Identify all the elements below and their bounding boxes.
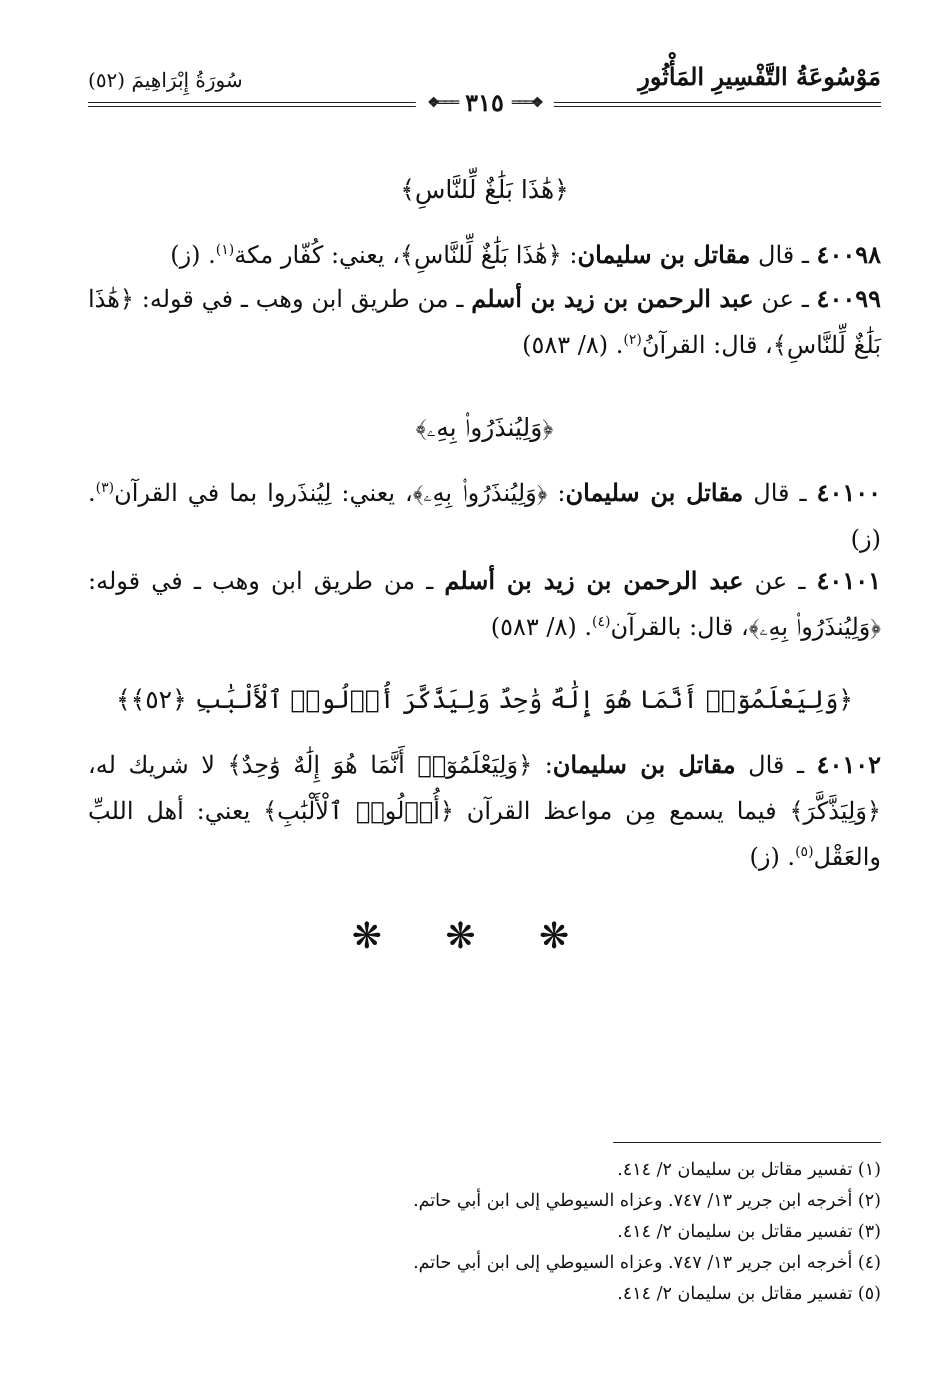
narrator-name: مقاتل بن سليمان bbox=[577, 240, 751, 269]
narrator-name: عبد الرحمن بن زيد بن أسلم bbox=[471, 284, 754, 313]
running-header bbox=[88, 62, 881, 132]
entry-number: ٤٠٠٩٨ bbox=[816, 240, 881, 269]
source-code: . (ز) bbox=[749, 843, 796, 871]
footnote-ref[interactable]: (٣) bbox=[95, 480, 115, 496]
footnote-ref[interactable]: (٥) bbox=[795, 844, 814, 860]
entry-number: ٤٠١٠١ bbox=[816, 566, 881, 595]
source-code: . (٨/ ٥٨٣) bbox=[522, 331, 624, 359]
footnote-ref[interactable]: (٤) bbox=[592, 614, 611, 630]
footnotes bbox=[88, 1155, 881, 1310]
entry-40101 bbox=[88, 558, 881, 650]
footnote-2: (٢) أخرجه ابن جرير ١٣/ ٧٤٧. وعزاه السيوطي إلى ابن أبي حاتم. bbox=[413, 1191, 881, 1211]
entry-text: ـ من طريق ابن وهب ـ في قوله: ﴿هَٰذَا بَلَٰغٌ لِّلنَّاسِ﴾، قال: القرآنُ bbox=[88, 285, 881, 359]
entry-text: ـ من طريق ابن وهب ـ في قوله: ﴿وَلِيُنذَرُوا۟ بِهِۦ﴾، قال: بالقرآن bbox=[88, 567, 881, 641]
entry-text: ـ عن bbox=[753, 285, 817, 313]
entry-text: ـ قال bbox=[735, 751, 817, 779]
book-title: مَوْسُوعَةُ التَّفْسِيرِ المَأْثُورِ bbox=[638, 62, 881, 91]
entry-text: ـ عن bbox=[743, 567, 817, 595]
narrator-name: مقاتل بن سليمان bbox=[552, 750, 736, 779]
verse-heading: ﴿وَلِيُنذَرُوا۟ بِهِۦ﴾ bbox=[415, 413, 554, 442]
entry-text: : ﴿وَلِيَعْلَمُوٓا۟ أَنَّمَا هُوَ إِلَٰهٌ وَٰحِدٌ﴾ لا شريك له، ﴿وَلِيَذَّكَّرَ﴾ فيما يسمع مِن مواعظ القرآن ﴿أُو۟لُوا۟ ٱلْأَلْبَٰبِ﴾ يعني: أهل اللبِّ والعَقْل bbox=[88, 751, 881, 871]
entry-text: : ﴿هَٰذَا بَلَٰغٌ لِّلنَّاسِ﴾، يعني: كُفّار مكة bbox=[234, 241, 578, 269]
footnote-1: (١) تفسير مقاتل بن سليمان ٢/ ٤١٤. bbox=[617, 1160, 881, 1180]
entry-paragraph bbox=[88, 470, 881, 562]
entry-number: ٤٠١٠٠ bbox=[816, 478, 881, 507]
entry-text: ـ قال bbox=[743, 479, 817, 507]
entry-text: ـ قال bbox=[750, 241, 817, 269]
surah-title: سُورَةُ إِبْرَاهِيمَ (٥٢) bbox=[88, 68, 243, 92]
footnote-rule bbox=[613, 1142, 881, 1143]
entry-text: : ﴿وَلِيُنذَرُوا۟ بِهِۦ﴾، يعني: لِيُنذَروا بما في القرآن bbox=[114, 479, 566, 507]
source-code: . (ز) bbox=[88, 479, 881, 553]
footnote-ref[interactable]: (١) bbox=[215, 242, 235, 258]
entry-paragraph bbox=[88, 232, 881, 278]
narrator-name: مقاتل بن سليمان bbox=[565, 478, 744, 507]
entry-40100 bbox=[88, 470, 881, 562]
entry-paragraph bbox=[88, 558, 881, 650]
entry-40102 bbox=[88, 742, 881, 880]
verse-heading: ﴿وَلِيَعْلَمُوٓا۟ أَنَّمَا هُوَ إِلَٰهٌ وَٰحِدٌ وَلِيَذَّكَّرَ أُو۟لُوا۟ ٱلْأَلْبَٰبِ ﴿٥٢﴾﴾ bbox=[115, 685, 854, 714]
section-separator-stars: ❋ ❋ ❋ bbox=[351, 916, 596, 957]
page-number-block bbox=[415, 88, 553, 117]
section-3 bbox=[88, 680, 881, 720]
entry-number: ٤٠١٠٢ bbox=[816, 750, 882, 779]
source-code: . (٨/ ٥٨٣) bbox=[490, 613, 593, 641]
entry-number: ٤٠٠٩٩ bbox=[816, 284, 881, 313]
entry-paragraph bbox=[88, 276, 881, 368]
ornament-left-icon: ❖═══ bbox=[427, 94, 458, 111]
footnote-5: (٥) تفسير مقاتل بن سليمان ٢/ ٤١٤. bbox=[617, 1284, 881, 1304]
verse-heading: ﴿هَٰذَا بَلَٰغٌ لِّلنَّاسِ﴾ bbox=[400, 175, 569, 204]
footnote-ref[interactable]: (٢) bbox=[623, 332, 642, 348]
footnote-4: (٤) أخرجه ابن جرير ١٣/ ٧٤٧. وعزاه السيوطي إلى ابن أبي حاتم. bbox=[413, 1253, 881, 1273]
section-2 bbox=[88, 408, 881, 448]
source-code: . (ز) bbox=[170, 241, 216, 269]
page-number: ٣١٥ bbox=[465, 88, 504, 117]
narrator-name: عبد الرحمن بن زيد بن أسلم bbox=[444, 566, 744, 595]
footnote-3: (٣) تفسير مقاتل بن سليمان ٢/ ٤١٤. bbox=[617, 1222, 881, 1242]
ornament-right-icon: ═══❖ bbox=[511, 94, 542, 111]
entry-40099 bbox=[88, 276, 881, 368]
section-1 bbox=[88, 170, 881, 210]
entry-paragraph bbox=[88, 742, 881, 880]
entry-40098 bbox=[88, 232, 881, 278]
